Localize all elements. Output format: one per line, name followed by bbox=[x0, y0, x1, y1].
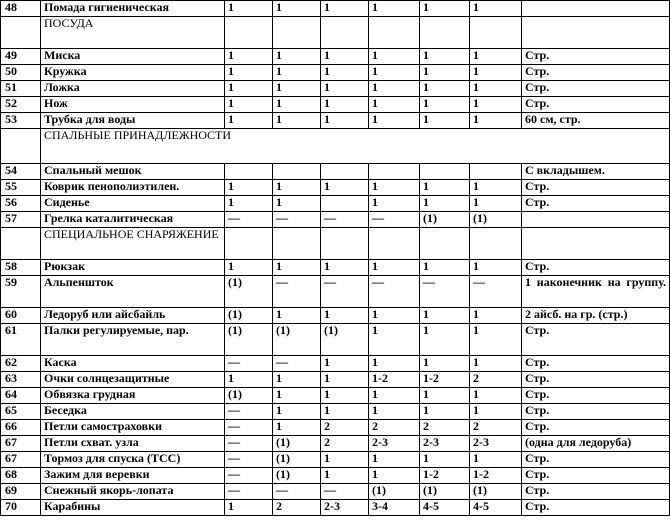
item-number: 52 bbox=[1, 97, 41, 113]
item-note bbox=[522, 1, 670, 17]
quantity-cell: 1 bbox=[470, 260, 522, 276]
item-number: 62 bbox=[1, 356, 41, 372]
quantity-cell: 1 bbox=[369, 308, 420, 324]
quantity-cell: — bbox=[273, 484, 321, 500]
quantity-cell: 1 bbox=[225, 500, 273, 516]
quantity-cell bbox=[321, 164, 369, 180]
item-name: Ложка bbox=[41, 81, 225, 97]
quantity-cell: (1) bbox=[470, 212, 522, 228]
item-name: Трубка для воды bbox=[41, 113, 225, 129]
item-note: Стр. bbox=[522, 324, 670, 356]
quantity-cell: 1 bbox=[273, 420, 321, 436]
quantity-cell: 1 bbox=[273, 49, 321, 65]
quantity-cell: 1 bbox=[225, 196, 273, 212]
quantity-cell: 1 bbox=[369, 81, 420, 97]
item-number: 66 bbox=[1, 420, 41, 436]
quantity-cell: 1 bbox=[321, 97, 369, 113]
quantity-cell: 1 bbox=[321, 388, 369, 404]
item-number: 49 bbox=[1, 49, 41, 65]
quantity-cell: — bbox=[225, 484, 273, 500]
quantity-cell: 1 bbox=[470, 356, 522, 372]
item-name: Беседка bbox=[41, 404, 225, 420]
item-number: 65 bbox=[1, 404, 41, 420]
quantity-cell: 1 bbox=[273, 1, 321, 17]
quantity-cell: (1) bbox=[420, 484, 470, 500]
quantity-cell: 1 bbox=[470, 308, 522, 324]
item-note: 60 см, стр. bbox=[522, 113, 670, 129]
table-row bbox=[1, 65, 670, 81]
quantity-cell: 1 bbox=[470, 65, 522, 81]
item-name: Обвязка грудная bbox=[41, 388, 225, 404]
quantity-cell: 1 bbox=[273, 81, 321, 97]
quantity-cell: 1 bbox=[420, 1, 470, 17]
section-row bbox=[1, 17, 670, 49]
section-empty-cell bbox=[369, 228, 420, 260]
item-note: (одна для ледоруба) bbox=[522, 436, 670, 452]
item-number: 51 bbox=[1, 81, 41, 97]
table-row bbox=[1, 196, 670, 212]
quantity-cell: — bbox=[273, 356, 321, 372]
quantity-cell: 1 bbox=[369, 356, 420, 372]
quantity-cell: 1 bbox=[369, 260, 420, 276]
table-row bbox=[1, 484, 670, 500]
section-empty-cell bbox=[369, 17, 420, 49]
item-number: 57 bbox=[1, 212, 41, 228]
item-note: Стр. bbox=[522, 500, 670, 516]
item-number: 56 bbox=[1, 196, 41, 212]
table-row bbox=[1, 468, 670, 484]
item-name: Нож bbox=[41, 97, 225, 113]
quantity-cell: 1 bbox=[420, 65, 470, 81]
quantity-cell: 1-2 bbox=[369, 372, 420, 388]
quantity-cell: 1 bbox=[225, 260, 273, 276]
item-note: Стр. bbox=[522, 420, 670, 436]
item-number: 55 bbox=[1, 180, 41, 196]
quantity-cell: (1) bbox=[470, 484, 522, 500]
quantity-cell bbox=[273, 164, 321, 180]
item-number: 58 bbox=[1, 260, 41, 276]
quantity-cell: 1 bbox=[420, 97, 470, 113]
table-row bbox=[1, 81, 670, 97]
quantity-cell: — bbox=[273, 276, 321, 308]
item-name: Помада гигиеническая bbox=[41, 1, 225, 17]
item-note: Стр. bbox=[522, 260, 670, 276]
quantity-cell: 1 bbox=[369, 388, 420, 404]
section-num-cell bbox=[1, 129, 41, 164]
quantity-cell: 1 bbox=[321, 1, 369, 17]
quantity-cell: 1 bbox=[273, 65, 321, 81]
item-name: Рюкзак bbox=[41, 260, 225, 276]
section-empty-cell bbox=[273, 17, 321, 49]
item-name: Миска bbox=[41, 49, 225, 65]
item-note: Стр. bbox=[522, 49, 670, 65]
quantity-cell: — bbox=[273, 212, 321, 228]
quantity-cell: 1 bbox=[420, 196, 470, 212]
quantity-cell: (1) bbox=[225, 276, 273, 308]
quantity-cell: 1 bbox=[369, 324, 420, 356]
quantity-cell: 1 bbox=[420, 356, 470, 372]
item-number: 48 bbox=[1, 1, 41, 17]
section-row bbox=[1, 129, 670, 164]
section-empty-cell bbox=[522, 17, 670, 49]
table-row bbox=[1, 180, 670, 196]
item-number: 70 bbox=[1, 500, 41, 516]
item-note: Стр. bbox=[522, 372, 670, 388]
quantity-cell: 1 bbox=[470, 81, 522, 97]
section-empty-cell bbox=[420, 17, 470, 49]
item-number: 64 bbox=[1, 388, 41, 404]
quantity-cell bbox=[420, 164, 470, 180]
quantity-cell: 1 bbox=[470, 404, 522, 420]
quantity-cell: (1) bbox=[225, 308, 273, 324]
quantity-cell: (1) bbox=[273, 468, 321, 484]
quantity-cell: 2 bbox=[321, 420, 369, 436]
quantity-cell: 1 bbox=[369, 404, 420, 420]
table-row bbox=[1, 500, 670, 516]
quantity-cell: — bbox=[321, 484, 369, 500]
quantity-cell: 1 bbox=[470, 180, 522, 196]
quantity-cell: 1 bbox=[420, 452, 470, 468]
quantity-cell: — bbox=[225, 420, 273, 436]
quantity-cell: 1 bbox=[470, 388, 522, 404]
quantity-cell bbox=[470, 164, 522, 180]
item-name: Альпеншток bbox=[41, 276, 225, 308]
quantity-cell: 1 bbox=[420, 404, 470, 420]
section-empty-cell bbox=[273, 228, 321, 260]
quantity-cell: 1 bbox=[273, 308, 321, 324]
item-note: Стр. bbox=[522, 356, 670, 372]
item-number: 67 bbox=[1, 436, 41, 452]
table-row bbox=[1, 113, 670, 129]
quantity-cell: 1 bbox=[369, 196, 420, 212]
quantity-cell: 1 bbox=[273, 180, 321, 196]
item-name: Сиденье bbox=[41, 196, 225, 212]
section-empty-cell bbox=[225, 17, 273, 49]
table-row bbox=[1, 436, 670, 452]
table-row bbox=[1, 212, 670, 228]
item-number: 61 bbox=[1, 324, 41, 356]
quantity-cell: 1 bbox=[225, 113, 273, 129]
item-name: Очки солнцезащитные bbox=[41, 372, 225, 388]
quantity-cell: 1 bbox=[420, 388, 470, 404]
section-empty-cell bbox=[470, 17, 522, 49]
quantity-cell: 1 bbox=[321, 452, 369, 468]
quantity-cell: — bbox=[369, 212, 420, 228]
quantity-cell: 1 bbox=[273, 372, 321, 388]
quantity-cell: 1 bbox=[321, 404, 369, 420]
quantity-cell: 1 bbox=[225, 97, 273, 113]
quantity-cell: 1 bbox=[225, 49, 273, 65]
table-row bbox=[1, 356, 670, 372]
quantity-cell: 1 bbox=[470, 324, 522, 356]
quantity-cell: 1 bbox=[321, 180, 369, 196]
item-number: 60 bbox=[1, 308, 41, 324]
item-note: 1 наконечник на группу. bbox=[522, 276, 670, 308]
quantity-cell: (1) bbox=[420, 212, 470, 228]
quantity-cell: 1 bbox=[369, 97, 420, 113]
table-row bbox=[1, 452, 670, 468]
quantity-cell bbox=[369, 164, 420, 180]
quantity-cell: 2-3 bbox=[420, 436, 470, 452]
item-note: С вкладышем. bbox=[522, 164, 670, 180]
table-row bbox=[1, 49, 670, 65]
section-title: ПОСУДА bbox=[41, 17, 225, 49]
table-row bbox=[1, 308, 670, 324]
quantity-cell: 3-4 bbox=[369, 500, 420, 516]
quantity-cell: 1 bbox=[470, 49, 522, 65]
section-empty-cell bbox=[420, 228, 470, 260]
section-empty-cell bbox=[470, 228, 522, 260]
item-note: Стр. bbox=[522, 180, 670, 196]
quantity-cell: 2 bbox=[470, 372, 522, 388]
quantity-cell: 1 bbox=[225, 372, 273, 388]
section-num-cell bbox=[1, 228, 41, 260]
quantity-cell: 1 bbox=[369, 1, 420, 17]
quantity-cell: 2 bbox=[273, 500, 321, 516]
quantity-cell bbox=[321, 196, 369, 212]
quantity-cell: 2 bbox=[470, 420, 522, 436]
quantity-cell: 1-2 bbox=[470, 468, 522, 484]
item-name: Петли схват. узла bbox=[41, 436, 225, 452]
quantity-cell: 1 bbox=[321, 356, 369, 372]
item-name: Тормоз для спуска (ТСС) bbox=[41, 452, 225, 468]
item-number: 50 bbox=[1, 65, 41, 81]
quantity-cell: 1 bbox=[470, 452, 522, 468]
table-row bbox=[1, 164, 670, 180]
item-note: Стр. bbox=[522, 468, 670, 484]
quantity-cell: 1 bbox=[420, 81, 470, 97]
quantity-cell: 1 bbox=[225, 65, 273, 81]
item-name: Карабины bbox=[41, 500, 225, 516]
quantity-cell: 1 bbox=[420, 324, 470, 356]
quantity-cell: 1 bbox=[369, 113, 420, 129]
item-number: 69 bbox=[1, 484, 41, 500]
quantity-cell: (1) bbox=[225, 388, 273, 404]
item-name: Грелка каталитическая bbox=[41, 212, 225, 228]
item-note: Стр. bbox=[522, 196, 670, 212]
item-name: Спальный мешок bbox=[41, 164, 225, 180]
quantity-cell: — bbox=[225, 452, 273, 468]
quantity-cell: 1 bbox=[321, 113, 369, 129]
item-note: 2 айсб. на гр. (стр.) bbox=[522, 308, 670, 324]
quantity-cell: 1 bbox=[225, 1, 273, 17]
item-number: 53 bbox=[1, 113, 41, 129]
item-note bbox=[522, 212, 670, 228]
quantity-cell: — bbox=[225, 404, 273, 420]
item-note: Стр. bbox=[522, 81, 670, 97]
quantity-cell: 1 bbox=[369, 452, 420, 468]
quantity-cell: 1-2 bbox=[420, 468, 470, 484]
quantity-cell: 1 bbox=[470, 196, 522, 212]
table-row bbox=[1, 420, 670, 436]
quantity-cell: (1) bbox=[321, 324, 369, 356]
item-name: Ледоруб или айсбайль bbox=[41, 308, 225, 324]
quantity-cell: 1 bbox=[321, 372, 369, 388]
table-row bbox=[1, 324, 670, 356]
quantity-cell: 1 bbox=[321, 260, 369, 276]
equipment-table-body bbox=[1, 1, 670, 516]
quantity-cell: 1 bbox=[321, 49, 369, 65]
quantity-cell: — bbox=[321, 276, 369, 308]
item-number: 59 bbox=[1, 276, 41, 308]
quantity-cell: — bbox=[321, 212, 369, 228]
quantity-cell: — bbox=[225, 356, 273, 372]
section-empty-cell bbox=[321, 228, 369, 260]
table-row bbox=[1, 388, 670, 404]
quantity-cell: 4-5 bbox=[470, 500, 522, 516]
quantity-cell: 1 bbox=[420, 49, 470, 65]
quantity-cell: 1 bbox=[420, 308, 470, 324]
quantity-cell: 1 bbox=[273, 97, 321, 113]
table-row bbox=[1, 276, 670, 308]
quantity-cell: — bbox=[225, 468, 273, 484]
item-name: Снежный якорь-лопата bbox=[41, 484, 225, 500]
quantity-cell bbox=[225, 164, 273, 180]
quantity-cell: 2 bbox=[369, 420, 420, 436]
quantity-cell: 2 bbox=[321, 436, 369, 452]
section-title: СПАЛЬНЫЕ ПРИНАДЛЕЖНОСТИ bbox=[41, 129, 670, 164]
item-name: Зажим для веревки bbox=[41, 468, 225, 484]
quantity-cell: 1 bbox=[321, 81, 369, 97]
quantity-cell: 1 bbox=[470, 97, 522, 113]
table-row bbox=[1, 260, 670, 276]
table-row bbox=[1, 97, 670, 113]
section-empty-cell bbox=[321, 17, 369, 49]
item-name: Палки регулируемые, пар. bbox=[41, 324, 225, 356]
quantity-cell: 1 bbox=[420, 260, 470, 276]
quantity-cell: 1 bbox=[321, 308, 369, 324]
quantity-cell: 2-3 bbox=[321, 500, 369, 516]
section-num-cell bbox=[1, 17, 41, 49]
item-name: Каска bbox=[41, 356, 225, 372]
quantity-cell: (1) bbox=[273, 324, 321, 356]
quantity-cell: 1 bbox=[273, 196, 321, 212]
quantity-cell: (1) bbox=[225, 324, 273, 356]
quantity-cell: 2 bbox=[420, 420, 470, 436]
quantity-cell: 2-3 bbox=[369, 436, 420, 452]
quantity-cell: 1 bbox=[420, 113, 470, 129]
quantity-cell: 1 bbox=[273, 388, 321, 404]
quantity-cell: 1 bbox=[273, 404, 321, 420]
quantity-cell: — bbox=[420, 276, 470, 308]
quantity-cell: — bbox=[225, 212, 273, 228]
table-row bbox=[1, 372, 670, 388]
item-note: Стр. bbox=[522, 388, 670, 404]
table-row bbox=[1, 1, 670, 17]
quantity-cell: (1) bbox=[369, 484, 420, 500]
quantity-cell: 1 bbox=[321, 65, 369, 81]
item-number: 67 bbox=[1, 452, 41, 468]
item-note: Стр. bbox=[522, 404, 670, 420]
quantity-cell: — bbox=[369, 276, 420, 308]
quantity-cell: (1) bbox=[273, 452, 321, 468]
item-name: Кружка bbox=[41, 65, 225, 81]
table-row bbox=[1, 404, 670, 420]
quantity-cell: 1 bbox=[470, 113, 522, 129]
quantity-cell: 1 bbox=[369, 49, 420, 65]
quantity-cell: 1 bbox=[273, 113, 321, 129]
item-number: 54 bbox=[1, 164, 41, 180]
quantity-cell: 1 bbox=[369, 180, 420, 196]
item-note: Стр. bbox=[522, 452, 670, 468]
quantity-cell: — bbox=[470, 276, 522, 308]
item-number: 63 bbox=[1, 372, 41, 388]
quantity-cell: 1 bbox=[369, 468, 420, 484]
quantity-cell: 1-2 bbox=[420, 372, 470, 388]
quantity-cell: (1) bbox=[273, 436, 321, 452]
quantity-cell: 1 bbox=[321, 468, 369, 484]
item-note: Стр. bbox=[522, 65, 670, 81]
quantity-cell: 4-5 bbox=[420, 500, 470, 516]
quantity-cell: 1 bbox=[225, 180, 273, 196]
section-empty-cell bbox=[522, 228, 670, 260]
item-name: Коврик пенополиэтилен. bbox=[41, 180, 225, 196]
quantity-cell: 1 bbox=[369, 65, 420, 81]
quantity-cell: 1 bbox=[273, 260, 321, 276]
quantity-cell: — bbox=[225, 436, 273, 452]
section-row bbox=[1, 228, 670, 260]
item-note: Стр. bbox=[522, 484, 670, 500]
quantity-cell: 1 bbox=[225, 81, 273, 97]
quantity-cell: 1 bbox=[420, 180, 470, 196]
item-number: 68 bbox=[1, 468, 41, 484]
section-empty-cell bbox=[225, 228, 273, 260]
item-name: Петли самостраховки bbox=[41, 420, 225, 436]
item-note: Стр. bbox=[522, 97, 670, 113]
quantity-cell: 2-3 bbox=[470, 436, 522, 452]
section-title: СПЕЦИАЛЬНОЕ СНАРЯЖЕНИЕ bbox=[41, 228, 225, 260]
quantity-cell: 1 bbox=[470, 1, 522, 17]
